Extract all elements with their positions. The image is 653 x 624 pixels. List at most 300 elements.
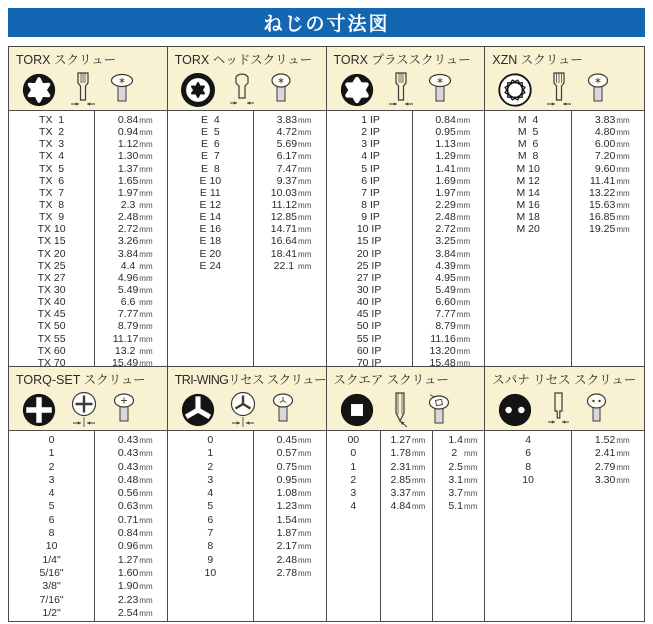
- unit-label: mm: [456, 249, 471, 259]
- section-header: [9, 47, 167, 111]
- unit-label: mm: [139, 140, 153, 150]
- measurement-cell: 0.84 mm: [435, 114, 471, 126]
- section-data: [168, 111, 326, 366]
- unit-label: mm: [456, 152, 471, 162]
- size-cell: 30 IP: [356, 283, 382, 296]
- section-data: [327, 431, 485, 621]
- unit-label: mm: [456, 298, 471, 308]
- size-cell: M 18: [516, 211, 540, 224]
- section-data: [327, 111, 485, 366]
- screw-head-icon: [110, 73, 134, 107]
- measurement-cell: 3.25 mm: [435, 235, 471, 248]
- measurement-cell: 4.4 mm: [120, 259, 153, 272]
- size-cell: TX 30: [37, 283, 66, 296]
- table-row: [9, 138, 167, 150]
- bit-side-view-icon: [387, 71, 415, 109]
- size-cell: E 16: [199, 223, 222, 236]
- measurement-cell: 1.52 mm: [594, 434, 630, 446]
- table-row: [327, 163, 485, 175]
- table-row: [327, 211, 485, 223]
- measurement-cell: 1.27 mm: [117, 553, 153, 566]
- size-table: [168, 434, 326, 580]
- table-row: [9, 235, 167, 247]
- measurement-cell: 9.60 mm: [594, 162, 630, 175]
- unit-label: mm: [139, 298, 153, 308]
- measurement-cell: 11.17 mm: [112, 332, 153, 345]
- size-cell: TX 3: [39, 138, 65, 151]
- size-cell: 8: [207, 540, 214, 553]
- unit-label: mm: [456, 346, 471, 356]
- table-row: [9, 567, 167, 580]
- table-row: [9, 126, 167, 138]
- measurement-cell: 0.71 mm: [117, 513, 153, 526]
- table-row: [168, 235, 326, 247]
- column-divider: [412, 111, 413, 366]
- unit-label: mm: [464, 475, 478, 485]
- measurement-cell: 8.79 mm: [435, 320, 471, 333]
- table-row: [327, 235, 485, 247]
- section-data: [485, 431, 644, 621]
- size-cell: 1: [48, 447, 55, 460]
- table-row: [168, 150, 326, 162]
- size-cell: TX 40: [37, 296, 66, 309]
- measurement-cell: 11.41 mm: [589, 174, 630, 187]
- size-cell: TX 10: [37, 223, 66, 236]
- screw-point-side-view-icon: [387, 391, 413, 429]
- measurement-cell: 1.41 mm: [435, 162, 471, 175]
- table-row: [485, 163, 644, 175]
- table-row: [9, 461, 167, 474]
- measurement-cell: 8.79 mm: [117, 320, 153, 333]
- size-cell: 6: [525, 447, 532, 460]
- unit-label: mm: [464, 462, 478, 472]
- size-cell: 2: [48, 460, 55, 473]
- xzn-triple-square-icon: [498, 73, 532, 107]
- section-data: [168, 431, 326, 621]
- measurement-cell: 0.48 mm: [117, 473, 153, 486]
- size-cell: 3/8": [42, 580, 61, 593]
- unit-label: mm: [139, 542, 153, 552]
- measurement-cell: 0.95 mm: [435, 126, 471, 139]
- table-top-half: [9, 47, 644, 367]
- table-row: [9, 333, 167, 345]
- unit-label: mm: [139, 489, 153, 499]
- size-cell: 4: [525, 434, 532, 446]
- unit-label: mm: [139, 529, 153, 539]
- unit-label: mm: [139, 225, 153, 235]
- measurement-cell: 1.60 mm: [117, 566, 153, 579]
- measurement-cell: 22.1 mm: [273, 259, 312, 272]
- size-cell: M 4: [517, 114, 539, 126]
- size-cell: 3 IP: [358, 138, 380, 151]
- measurement-cell: 1.97 mm: [435, 186, 471, 199]
- size-cell: 8: [525, 460, 532, 473]
- column-divider: [94, 431, 95, 621]
- unit-label: mm: [616, 116, 630, 125]
- measurement-cell: 15.63 mm: [589, 198, 630, 211]
- table-row: [327, 248, 485, 260]
- size-cell: 0: [48, 434, 55, 446]
- size-cell: 9: [207, 553, 214, 566]
- table-row: [9, 447, 167, 460]
- dimension-table: [8, 46, 645, 622]
- measurement-cell: 2.29 mm: [435, 198, 471, 211]
- table-row: [9, 163, 167, 175]
- table-row: [485, 223, 644, 235]
- size-cell: 5 IP: [358, 162, 380, 175]
- section-header: [327, 367, 485, 431]
- measurement-cell: 3.30 mm: [594, 473, 630, 486]
- unit-label: mm: [298, 213, 312, 223]
- unit-label: mm: [139, 285, 153, 295]
- size-cell: TX 60: [37, 344, 66, 357]
- table-row: [327, 447, 485, 460]
- size-table: [485, 114, 644, 235]
- size-cell: E 12: [199, 198, 222, 211]
- table-row: [9, 248, 167, 260]
- size-cell: 10: [522, 473, 534, 486]
- measurement-cell: 2.5 mm: [448, 460, 478, 473]
- table-row: [9, 320, 167, 332]
- measurement-cell: 4.80 mm: [594, 126, 630, 139]
- table-row: [9, 199, 167, 211]
- size-cell: 20 IP: [356, 247, 382, 260]
- size-cell: M 20: [516, 223, 540, 236]
- measurement-cell: 2.78 mm: [276, 566, 312, 579]
- measurement-cell: 16.64 mm: [270, 235, 312, 248]
- measurement-cell: 11.16 mm: [430, 332, 471, 345]
- size-cell: M 14: [516, 186, 540, 199]
- unit-label: mm: [139, 582, 153, 592]
- unit-label: mm: [411, 489, 426, 499]
- measurement-cell: 1.30 mm: [117, 150, 153, 163]
- measurement-cell: 2 mm: [451, 447, 478, 460]
- measurement-cell: 3.7 mm: [448, 487, 478, 500]
- measurement-cell: 4.96 mm: [117, 271, 153, 284]
- measurement-cell: 0.84 mm: [117, 527, 153, 540]
- unit-label: mm: [139, 164, 153, 174]
- table-row: [327, 284, 485, 296]
- column-divider: [253, 431, 254, 621]
- measurement-cell: 4.84 mm: [390, 500, 426, 513]
- unit-label: mm: [298, 568, 312, 578]
- screw-head-icon: [112, 393, 136, 427]
- unit-label: mm: [298, 529, 312, 539]
- unit-label: mm: [464, 502, 478, 512]
- unit-label: mm: [298, 200, 312, 210]
- unit-label: mm: [456, 237, 471, 247]
- table-row: [168, 114, 326, 126]
- unit-label: mm: [139, 200, 153, 210]
- unit-label: mm: [139, 595, 153, 605]
- size-cell: E 7: [200, 150, 220, 163]
- measurement-cell: 4.72 mm: [276, 126, 312, 139]
- table-row: [327, 272, 485, 284]
- size-cell: TX 20: [37, 247, 66, 260]
- table-row: [168, 500, 326, 513]
- screw-head-icon: [428, 73, 452, 107]
- section-title: TRI-WINGリセス スクリュー: [174, 373, 326, 387]
- table-row: [485, 114, 644, 126]
- table-row: [485, 150, 644, 162]
- size-cell: E 14: [199, 211, 222, 224]
- page-title: ねじの寸法図: [8, 8, 645, 37]
- measurement-cell: 9.37 mm: [276, 174, 312, 187]
- unit-label: mm: [456, 176, 471, 186]
- size-cell: 1/4": [42, 553, 61, 566]
- unit-label: mm: [298, 555, 312, 565]
- unit-label: mm: [298, 502, 312, 512]
- table-row: [168, 474, 326, 487]
- unit-label: mm: [456, 128, 471, 138]
- table-row: [9, 527, 167, 540]
- size-cell: 7 IP: [358, 186, 380, 199]
- unit-label: mm: [298, 515, 312, 525]
- section-header: [485, 367, 644, 431]
- unit-label: mm: [411, 475, 426, 485]
- size-cell: 3: [48, 473, 55, 486]
- column-divider: [94, 111, 95, 366]
- table-row: [168, 260, 326, 272]
- unit-label: mm: [616, 475, 630, 485]
- unit-label: mm: [298, 462, 312, 472]
- measurement-cell: 6.60 mm: [435, 296, 471, 309]
- section-data: [485, 111, 644, 366]
- size-cell: 6: [48, 513, 55, 526]
- measurement-cell: 3.84 mm: [117, 247, 153, 260]
- screw-head-icon: [426, 391, 452, 429]
- measurement-cell: 11.12 mm: [271, 198, 312, 211]
- torx-plus-recess-icon: [340, 73, 374, 107]
- size-cell: E 20: [199, 247, 222, 260]
- table-row: [327, 487, 485, 500]
- size-cell: M 16: [516, 198, 540, 211]
- table-row: [168, 175, 326, 187]
- size-cell: TX 2: [39, 126, 65, 139]
- unit-label: mm: [139, 346, 153, 356]
- table-row: [327, 474, 485, 487]
- unit-label: mm: [139, 568, 153, 578]
- section-torx-plus-screw: [327, 47, 486, 366]
- size-table: [327, 434, 485, 514]
- section-title: TORX ヘッドスクリュー: [174, 53, 313, 67]
- table-row: [327, 320, 485, 332]
- table-row: [9, 187, 167, 199]
- table-row: [9, 500, 167, 513]
- unit-label: mm: [139, 152, 153, 162]
- column-divider: [571, 111, 572, 366]
- unit-label: mm: [298, 249, 312, 259]
- size-table: [9, 114, 167, 366]
- table-row: [485, 138, 644, 150]
- table-row: [327, 357, 485, 366]
- unit-label: mm: [139, 213, 153, 223]
- size-cell: 7: [207, 527, 214, 540]
- size-cell: 1: [350, 460, 357, 473]
- measurement-cell: 2.23 mm: [117, 593, 153, 606]
- table-row: [168, 461, 326, 474]
- column-divider: [571, 431, 572, 621]
- screw-head-icon: [584, 393, 608, 427]
- size-table: [9, 434, 167, 620]
- measurement-cell: 0.43 mm: [117, 434, 153, 446]
- size-cell: E 4: [200, 114, 220, 126]
- unit-label: mm: [139, 608, 153, 618]
- size-cell: TX 6: [39, 174, 65, 187]
- measurement-cell: 2.72 mm: [435, 223, 471, 236]
- unit-label: mm: [616, 140, 630, 150]
- unit-label: mm: [616, 152, 630, 162]
- unit-label: mm: [616, 449, 630, 459]
- size-cell: 10: [45, 540, 58, 553]
- size-cell: 3: [350, 487, 357, 500]
- size-cell: 4: [350, 500, 357, 513]
- size-cell: TX 15: [37, 235, 66, 248]
- size-table: [485, 434, 644, 487]
- measurement-cell: 16.85 mm: [589, 211, 630, 224]
- table-row: [9, 345, 167, 357]
- size-cell: 50 IP: [356, 320, 382, 333]
- unit-label: mm: [411, 449, 426, 459]
- size-cell: 2 IP: [358, 126, 380, 139]
- section-xzn-screw: [485, 47, 644, 366]
- column-divider: [253, 111, 254, 366]
- measurement-cell: 0.95 mm: [276, 473, 312, 486]
- size-cell: 6: [207, 513, 214, 526]
- size-cell: 1: [207, 447, 214, 460]
- measurement-cell: 1.90 mm: [117, 580, 153, 593]
- unit-label: mm: [456, 358, 471, 366]
- table-row: [9, 150, 167, 162]
- unit-label: mm: [411, 462, 426, 472]
- table-row: [9, 114, 167, 126]
- unit-label: mm: [616, 200, 630, 210]
- measurement-cell: 1.29 mm: [435, 150, 471, 163]
- table-row: [485, 434, 644, 447]
- measurement-cell: 2.3 mm: [120, 198, 153, 211]
- measurement-cell: 1.87 mm: [276, 527, 312, 540]
- section-torx-head-screw: [168, 47, 327, 366]
- table-row: [168, 447, 326, 460]
- table-row: [168, 487, 326, 500]
- size-cell: TX 50: [37, 320, 66, 333]
- measurement-cell: 1.13 mm: [435, 138, 471, 151]
- unit-label: mm: [298, 449, 312, 459]
- table-row: [168, 187, 326, 199]
- section-title: TORX スクリュー: [16, 53, 117, 67]
- recess-front-view-icon: [69, 391, 99, 429]
- size-cell: 9 IP: [358, 211, 380, 224]
- unit-label: mm: [298, 475, 312, 485]
- measurement-cell: 14.71 mm: [270, 223, 312, 236]
- section-square-screw: [327, 367, 486, 621]
- torx-recess-icon: [22, 73, 56, 107]
- size-cell: 55 IP: [356, 332, 382, 345]
- bit-side-view-icon: [69, 71, 97, 109]
- unit-label: mm: [456, 273, 471, 283]
- table-row: [168, 434, 326, 447]
- table-row: [9, 580, 167, 593]
- torq-set-recess-icon: [22, 393, 56, 427]
- measurement-cell: 0.75 mm: [276, 460, 312, 473]
- unit-label: mm: [616, 164, 630, 174]
- measurement-cell: 4.95 mm: [435, 271, 471, 284]
- size-cell: 10 IP: [356, 223, 382, 236]
- measurement-cell: 1.54 mm: [276, 513, 312, 526]
- measurement-cell: 5.69 mm: [276, 138, 312, 151]
- table-row: [168, 163, 326, 175]
- table-row: [9, 308, 167, 320]
- measurement-cell: 6.6 mm: [120, 296, 153, 309]
- table-row: [9, 223, 167, 235]
- size-cell: 0: [350, 447, 357, 460]
- size-cell: TX 1: [39, 114, 65, 126]
- table-row: [327, 333, 485, 345]
- tri-wing-recess-icon: [181, 393, 215, 427]
- measurement-cell: 1.4 mm: [448, 434, 478, 446]
- table-row: [327, 345, 485, 357]
- size-cell: E 5: [200, 126, 220, 139]
- table-row: [9, 474, 167, 487]
- unit-label: mm: [298, 237, 312, 247]
- table-row: [327, 260, 485, 272]
- table-row: [327, 138, 485, 150]
- unit-label: mm: [456, 116, 471, 125]
- unit-label: mm: [298, 116, 312, 125]
- table-row: [485, 126, 644, 138]
- unit-label: mm: [139, 261, 153, 271]
- size-cell: 3: [207, 473, 214, 486]
- unit-label: mm: [456, 322, 471, 332]
- table-row: [9, 284, 167, 296]
- unit-label: mm: [616, 462, 630, 472]
- measurement-cell: 7.47 mm: [276, 162, 312, 175]
- measurement-cell: 2.48 mm: [276, 553, 312, 566]
- size-cell: TX 9: [39, 211, 65, 224]
- size-cell: TX 4: [39, 150, 65, 163]
- square-recess-icon: [340, 393, 374, 427]
- measurement-cell: 18.41 mm: [270, 247, 312, 260]
- table-row: [485, 447, 644, 460]
- unit-label: mm: [139, 334, 153, 344]
- measurement-cell: 1.69 mm: [435, 174, 471, 187]
- measurement-cell: 1.65 mm: [117, 174, 153, 187]
- column-divider: [432, 431, 433, 621]
- unit-label: mm: [139, 116, 153, 125]
- unit-label: mm: [298, 140, 312, 150]
- table-row: [327, 114, 485, 126]
- measurement-cell: 13.2 mm: [114, 344, 153, 357]
- unit-label: mm: [456, 334, 471, 344]
- unit-label: mm: [139, 176, 153, 186]
- unit-label: mm: [456, 285, 471, 295]
- unit-label: mm: [139, 322, 153, 332]
- measurement-cell: 4.39 mm: [435, 259, 471, 272]
- unit-label: mm: [464, 489, 478, 499]
- size-cell: TX 70: [37, 356, 66, 366]
- table-row: [9, 296, 167, 308]
- table-row: [168, 540, 326, 553]
- measurement-cell: 2.17 mm: [276, 540, 312, 553]
- section-torx-screw: [9, 47, 168, 366]
- table-row: [168, 248, 326, 260]
- measurement-cell: 1.23 mm: [276, 500, 312, 513]
- size-cell: 10: [204, 566, 217, 579]
- unit-label: mm: [411, 502, 426, 512]
- table-row: [9, 260, 167, 272]
- measurement-cell: 0.56 mm: [117, 487, 153, 500]
- unit-label: mm: [456, 225, 471, 235]
